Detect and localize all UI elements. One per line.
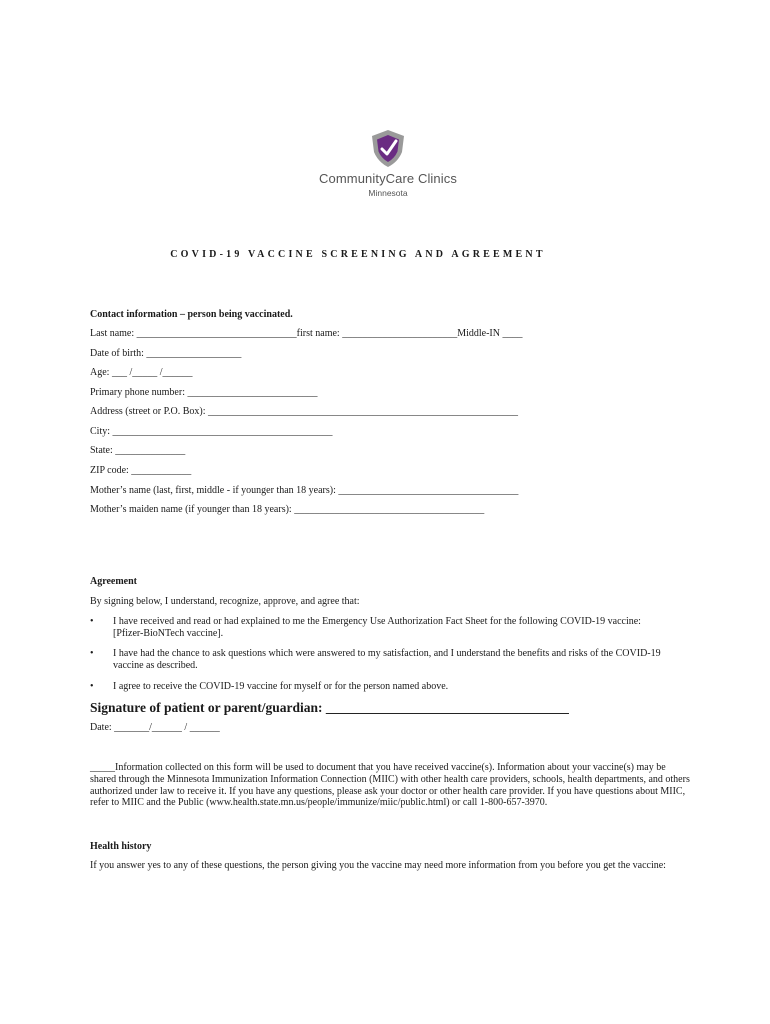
health-history-heading: Health history	[90, 841, 152, 852]
signature-date-field[interactable]: Date: _______/______ / ______	[90, 722, 220, 733]
bullet-icon: •	[90, 648, 94, 659]
agreement-item: I agree to receive the COVID-19 vaccine for myself or for the person named above.	[113, 681, 449, 692]
mothers-maiden-name-field[interactable]: Mother’s maiden name (if younger than 18 years): ______________________________________	[90, 504, 485, 515]
address-field[interactable]: Address (street or P.O. Box): ______________________________________________________________	[90, 406, 519, 417]
last-first-middle-field[interactable]: Last name: ________________________________first name: _______________________Middle-IN ____	[90, 328, 523, 339]
phone-field[interactable]: Primary phone number: __________________________	[90, 387, 318, 398]
agreement-item: I have had the chance to ask questions which were answered to my satisfaction, and I understand the benefits and risks of the COVID-19 vaccine as described.	[113, 648, 661, 671]
logo-name: CommunityCare Clinics	[319, 171, 457, 186]
agreement-item: I have received and read or had explained to me the Emergency Use Authorization Fact Sheet for the following COVID-19 vaccine: [Pfizer-BioNTech vaccine].	[113, 616, 641, 639]
logo-subtitle: Minnesota	[368, 188, 408, 198]
contact-heading: Contact information – person being vaccinated.	[90, 309, 293, 320]
bullet-icon: •	[90, 616, 94, 627]
zip-code-field[interactable]: ZIP code: ____________	[90, 465, 192, 476]
date-of-birth-field[interactable]: Date of birth: ___________________	[90, 348, 242, 359]
bullet-icon: •	[90, 681, 94, 692]
age-field[interactable]: Age: ___ /_____ /______	[90, 367, 193, 378]
mothers-name-field[interactable]: Mother’s name (last, first, middle - if younger than 18 years): ____________________________________	[90, 485, 519, 496]
document-title: COVID-19 VACCINE SCREENING AND AGREEMENT	[170, 249, 546, 260]
state-field[interactable]: State: ______________	[90, 445, 186, 456]
city-field[interactable]: City: ____________________________________________	[90, 426, 333, 437]
info-paragraph: _____Information collected on this form will be used to document that you have received vaccine(s). Information about your vaccine(s) may be shared through the Minnesota Immunization Information Connection (MIIC) with other health care providers, schools, health departments, and others authorized under law to receive it. If you have any questions, please ask your doctor or other health care provider. If you have questions about MIIC, refer to MIIC and the Public (www.health.state.mn.us/people/immunize/miic/public.html) or call 1-800-657-3970.	[90, 762, 690, 809]
agreement-intro: By signing below, I understand, recognize, approve, and agree that:	[90, 596, 360, 607]
agreement-heading: Agreement	[90, 576, 138, 587]
shield-check-icon	[368, 128, 408, 168]
clinic-logo	[318, 128, 458, 198]
signature-field[interactable]: Signature of patient or parent/guardian: ____________________________________	[90, 700, 569, 715]
health-history-text: If you answer yes to any of these questions, the person giving you the vaccine may need more information from you before you get the vaccine:	[90, 860, 666, 871]
